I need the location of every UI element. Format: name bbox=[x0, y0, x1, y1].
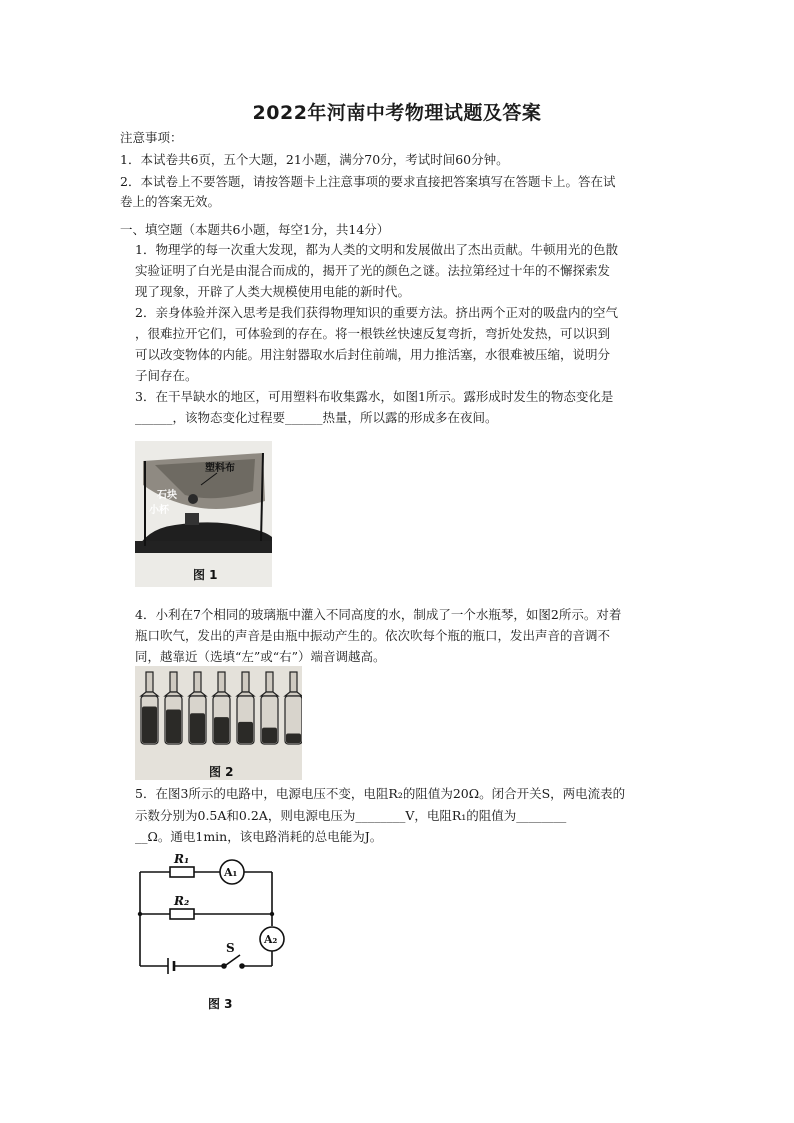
question-line: 现了现象，开辟了人类大规模使用电能的新时代。 bbox=[135, 284, 411, 299]
figure-1-dew-collector bbox=[135, 441, 272, 587]
bottle-water bbox=[166, 709, 181, 743]
bottle-water bbox=[262, 728, 277, 743]
question-line: ______，该物态变化过程要______热量，所以露的形成多在夜间。 bbox=[135, 410, 498, 425]
water-bottles-photo bbox=[135, 666, 302, 780]
bottle-water bbox=[214, 717, 229, 743]
figure-caption: 图 1 bbox=[193, 568, 218, 582]
question-line: 4．小利在7个相同的玻璃瓶中灌入不同高度的水，制成了一个水瓶琴，如图2所示。对着 bbox=[135, 607, 622, 622]
bottle-water bbox=[286, 733, 301, 743]
resistor-r2-label: R₂ bbox=[174, 894, 190, 908]
switch-label: S bbox=[226, 941, 235, 955]
label-cloth: 塑料布 bbox=[205, 463, 235, 474]
figure-3-circuit bbox=[130, 848, 300, 1018]
bottle-water bbox=[190, 713, 205, 743]
circuit-diagram bbox=[130, 848, 300, 1018]
question-line: 2．亲身体验并深入思考是我们获得物理知识的重要方法。挤出两个正对的吸盘内的空气 bbox=[135, 305, 618, 320]
resistor-r1-label: R₁ bbox=[174, 852, 190, 866]
notice-item: 1．本试卷共6页，五个大题，21小题，满分70分，考试时间60分钟。 bbox=[120, 152, 509, 167]
question-line: 同，越靠近（选填“左”或“右”）端音调越高。 bbox=[135, 649, 386, 664]
bottle-water bbox=[238, 722, 253, 743]
dew-collector-photo bbox=[135, 441, 272, 587]
question-line: 子间存在。 bbox=[135, 368, 198, 383]
ammeter-a1-label: A₁ bbox=[224, 866, 238, 879]
bottle-water bbox=[142, 707, 157, 743]
figure-caption: 图 3 bbox=[208, 997, 233, 1011]
section-heading: 一、填空题（本题共6小题，每空1分，共14分） bbox=[120, 222, 390, 237]
notice-item: 2．本试卷上不要答题，请按答题卡上注意事项的要求直接把答案填写在答题卡上。答在试 bbox=[120, 174, 616, 189]
figure-2-water-bottles bbox=[135, 666, 302, 780]
question-line: 3．在干旱缺水的地区，可用塑料布收集露水，如图1所示。露形成时发生的物态变化是 bbox=[135, 389, 614, 404]
figure-caption: 图 2 bbox=[209, 765, 234, 779]
question-line: 1．物理学的每一次重大发现，都为人类的文明和发展做出了杰出贡献。牛顿用光的色散 bbox=[135, 242, 618, 257]
notice-heading: 注意事项： bbox=[120, 130, 183, 145]
question-line: 实验证明了白光是由混合而成的，揭开了光的颜色之谜。法拉第经过十年的不懈探索发 bbox=[135, 263, 611, 278]
question-line: 可以改变物体的内能。用注射器取水后封住前端，用力推活塞，水很难被压缩，说明分 bbox=[135, 347, 611, 362]
question-line: 5．在图3所示的电路中，电源电压不变，电阻R₂的阻值为20Ω。闭合开关S，两电流表的 bbox=[135, 786, 626, 801]
page-title: 2022年河南中考物理试题及答案 bbox=[252, 102, 542, 124]
label-cup: 小杯 bbox=[149, 505, 169, 516]
question-line: 示数分别为0.5A和0.2A，则电源电压为________V，电阻R₁的阻值为________ bbox=[135, 808, 567, 823]
question-line: __Ω。通电1min，该电路消耗的总电能为J。 bbox=[135, 829, 383, 844]
question-line: ，很难拉开它们，可体验到的存在。将一根铁丝快速反复弯折，弯折处发热，可以识到 bbox=[135, 326, 611, 341]
label-stone: 石块 bbox=[157, 490, 177, 501]
question-line: 瓶口吹气，发出的声音是由瓶中振动产生的。依次吹每个瓶的瓶口，发出声音的音调不 bbox=[135, 628, 611, 643]
ammeter-a2-label: A₂ bbox=[264, 933, 278, 946]
notice-item: 卷上的答案无效。 bbox=[120, 194, 221, 209]
